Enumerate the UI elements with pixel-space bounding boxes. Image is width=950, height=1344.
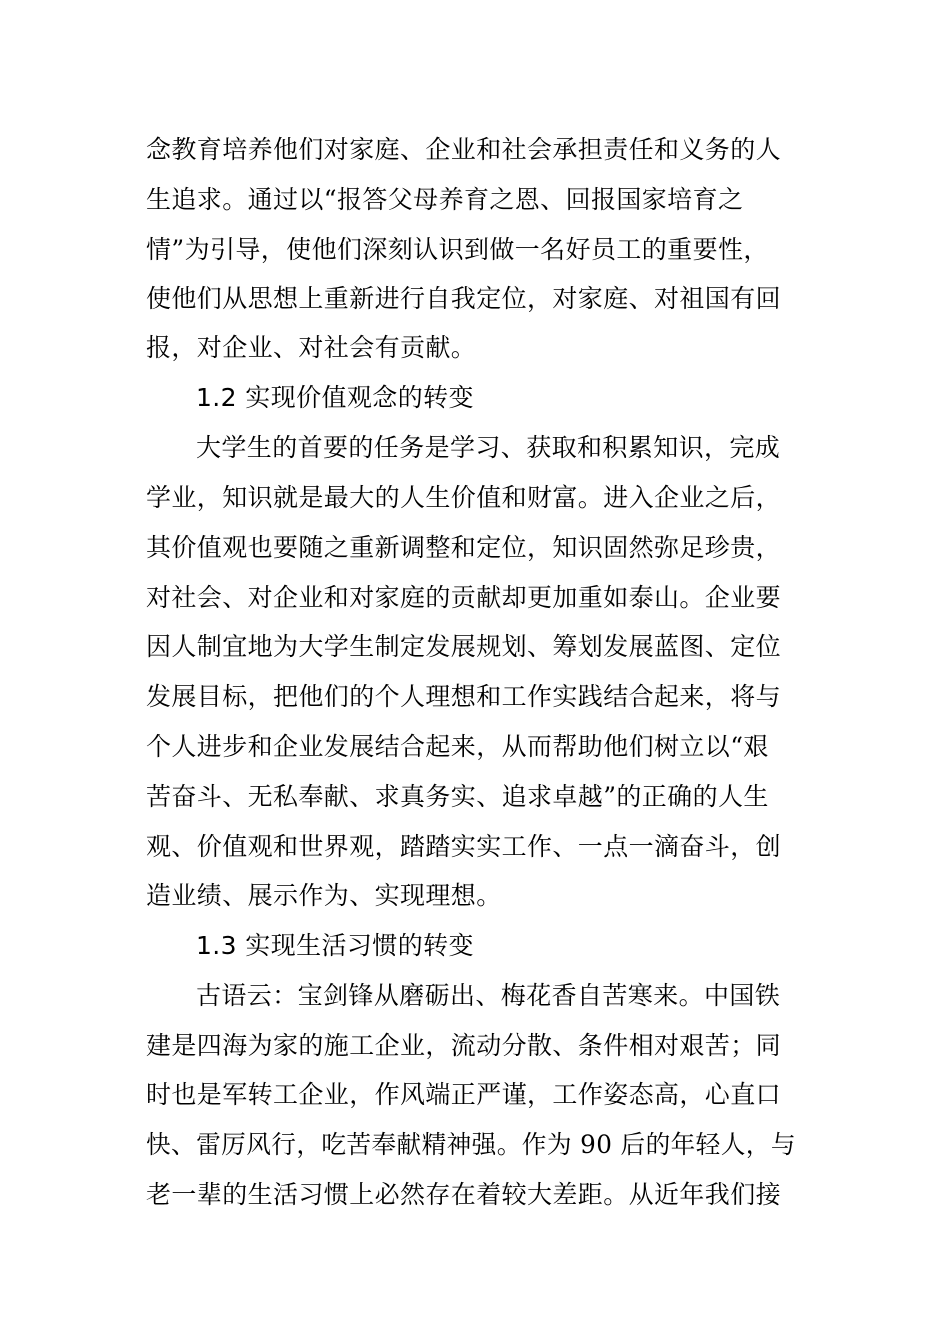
text-line: 念教育培养他们对家庭、企业和社会承担责任和义务的人 xyxy=(146,135,782,164)
text-line: 生追求。通过以“报答父母养育之恩、回报国家培育之 xyxy=(146,185,744,214)
text-line: 造业绩、展示作为、实现理想。 xyxy=(146,881,502,910)
paragraph-first-line: 古语云：宝剑锋从磨砺出、梅花香自苦寒来。中国铁 xyxy=(196,981,781,1010)
section-heading: 1.2 实现价值观念的转变 xyxy=(196,383,474,412)
text-line: 报，对企业、对社会有贡献。 xyxy=(146,333,477,362)
section-heading: 1.3 实现生活习惯的转变 xyxy=(196,931,474,960)
text-line: 老一辈的生活习惯上必然存在着较大差距。从近年我们接 xyxy=(146,1180,782,1209)
text-line: 发展目标，把他们的个人理想和工作实践结合起来，将与 xyxy=(146,682,782,711)
text-line: 学业，知识就是最大的人生价值和财富。进入企业之后， xyxy=(146,483,782,512)
text-line: 时也是军转工企业，作风端正严谨，工作姿态高，心直口 xyxy=(146,1080,782,1109)
text-line: 情”为引导，使他们深刻认识到做一名好员工的重要性， xyxy=(146,235,769,264)
text-line: 建是四海为家的施工企业，流动分散、条件相对艰苦；同 xyxy=(146,1031,782,1060)
text-line: 对社会、对企业和对家庭的贡献却更加重如泰山。企业要 xyxy=(146,583,782,612)
text-line: 使他们从思想上重新进行自我定位，对家庭、对祖国有回 xyxy=(146,284,782,313)
text-line: 观、价值观和世界观，踏踏实实工作、一点一滴奋斗，创 xyxy=(146,832,782,861)
text-line: 个人进步和企业发展结合起来，从而帮助他们树立以“艰 xyxy=(146,732,769,761)
text-line: 因人制宜地为大学生制定发展规划、筹划发展蓝图、定位 xyxy=(146,632,782,661)
paragraph-first-line: 大学生的首要的任务是学习、获取和积累知识，完成 xyxy=(196,433,781,462)
text-line: 其价值观也要随之重新调整和定位，知识固然弥足珍贵， xyxy=(146,533,782,562)
text-line: 苦奋斗、无私奉献、求真务实、追求卓越”的正确的人生 xyxy=(146,782,769,811)
text-line: 快、雷厉风行，吃苦奉献精神强。作为 90 后的年轻人，与 xyxy=(146,1130,796,1159)
